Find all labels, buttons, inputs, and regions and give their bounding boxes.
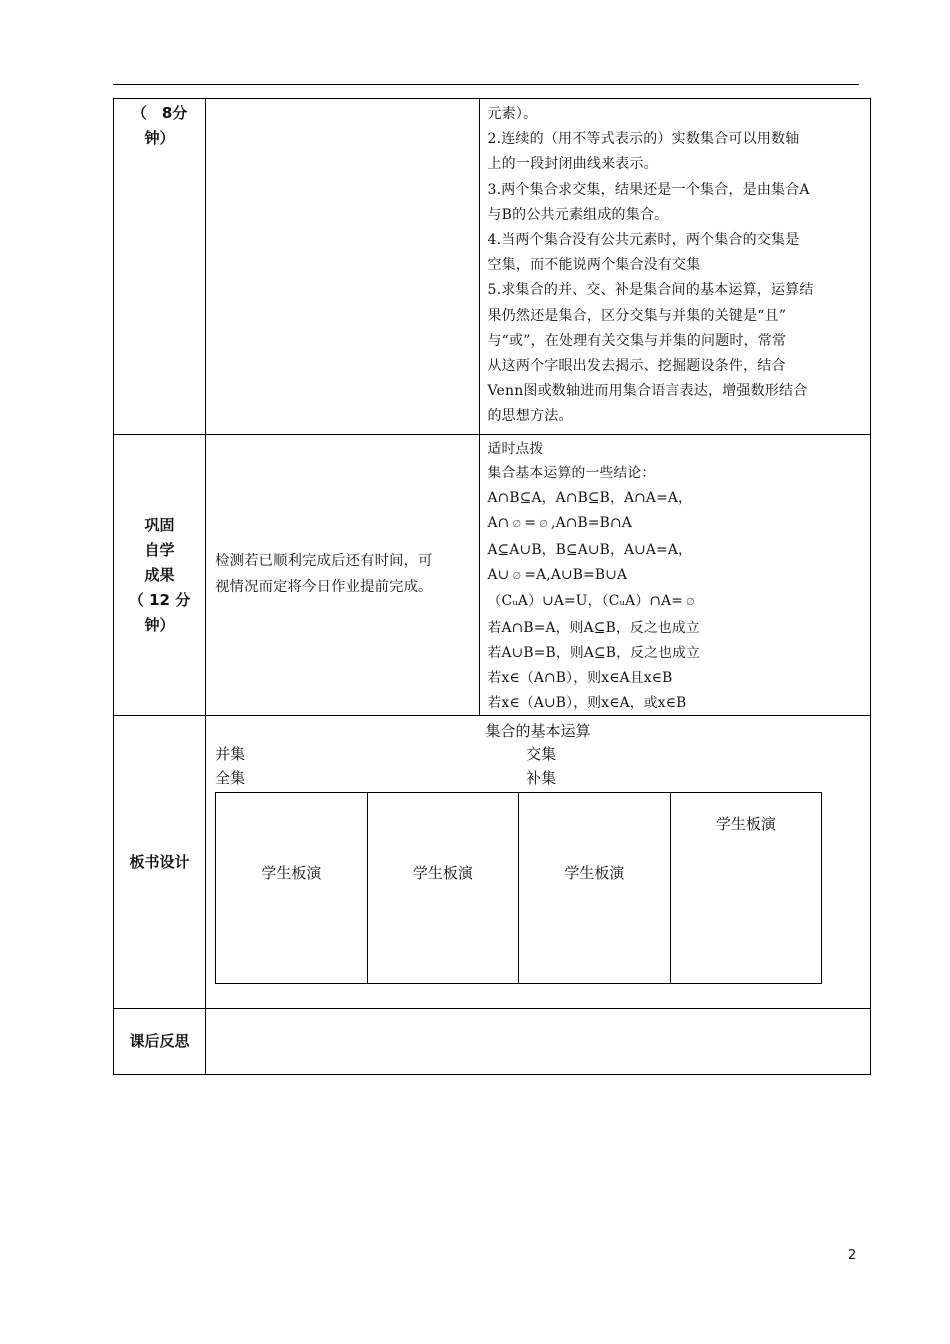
notes-line: A∩B⊆A，A∩B⊆B，A∩A=A， (487, 490, 693, 507)
board-item-intersection: 交集 (526, 745, 557, 764)
student-board-box: 学生板演 (519, 793, 671, 984)
student-board-box: 学生板演 (216, 793, 368, 984)
notes-line: A∪ ∅ =A,A∪B=B∪A (487, 566, 628, 583)
notes-line: A⊆A∪B，B⊆A∪B，A∪A=A， (487, 541, 693, 558)
student-board-box: 学生板演 (367, 793, 519, 984)
row-label-cell (114, 716, 206, 1009)
activity-cell (206, 99, 480, 435)
notes-line: 若A∪B=B，则A⊆B，反之也成立 (487, 645, 701, 662)
reflection-cell (206, 1009, 871, 1075)
table-row-time (114, 99, 871, 435)
process-line: 与B的公共元素组成的集合。 (487, 206, 669, 223)
process-line: Venn图或数轴进而用集合语言表达，增强数形结合 (487, 383, 808, 400)
process-line: 元素）。 (487, 106, 538, 122)
row-label-time: （ 8分 钟） (131, 104, 188, 147)
empty-set-symbol: ∅ (512, 519, 522, 531)
process-line: 2.连续的（用不等式表示的）实数集合可以用数轴 (487, 131, 800, 148)
label-line: 成果 (144, 565, 175, 584)
table-row-reflection (114, 1009, 871, 1075)
process-line: 从这两个字眼出发去揭示、挖掘题设条件，结合 (487, 358, 786, 375)
activity-line: 视情况而定将今日作业提前完成。 (215, 579, 433, 596)
process-line: 上的一段封闭曲线来表示。 (487, 156, 658, 173)
activity-cell (206, 434, 480, 716)
process-line: 3.两个集合求交集，结果还是一个集合，是由集合A (487, 181, 810, 198)
process-text (487, 102, 864, 430)
row-label-reflection: 课后反思 (129, 1032, 190, 1051)
notes-line: 若A∩B=A，则A⊆B，反之也成立 (487, 620, 700, 637)
process-line: 4.当两个集合没有公共元素时，两个集合的交集是 (487, 232, 800, 249)
student-board-grid (215, 792, 822, 984)
row-label-cell (114, 434, 206, 716)
row-label-cell (114, 99, 206, 435)
process-line: 5.求集合的并、交、补是集合间的基本运算，运算结 (487, 282, 814, 299)
notes-line: A∩ ∅ = ∅ ,A∩B=B∩A (487, 515, 632, 532)
activity-text (215, 548, 469, 600)
header-rule (113, 84, 859, 85)
empty-set-symbol: ∅ (686, 597, 695, 609)
process-line: 空集，而不能说两个集合没有交集 (487, 257, 701, 274)
notes-text (487, 437, 864, 716)
label-line: （ 12 分 (128, 590, 191, 609)
board-item-complement: 补集 (526, 769, 557, 788)
student-board-box: 学生板演 (670, 793, 822, 984)
page-number: 2 (848, 1248, 857, 1263)
row-label-cell (114, 1009, 206, 1075)
table-row-consolidate (114, 434, 871, 716)
notes-line: 若x∈（A∩B），则x∈A且x∈B (487, 669, 673, 686)
board-design-cell (206, 716, 871, 1009)
table-row-board (114, 716, 871, 1009)
activity-line: 检测若已顺利完成后还有时间，可 (215, 553, 433, 570)
board-item-union: 并集 (215, 745, 246, 764)
process-line: 的思想方法。 (487, 408, 573, 425)
board-item-universal: 全集 (215, 769, 246, 788)
process-line: 果仍然还是集合，区分交集与并集的关键是“且” (487, 307, 787, 324)
row-label-consolidate (114, 513, 205, 638)
process-cell (480, 99, 871, 435)
notes-cell (480, 434, 871, 716)
process-line: 与“或”，在处理有关交集与并集的问题时，常常 (487, 332, 787, 349)
notes-line: 适时点拨 (487, 440, 544, 457)
label-line: 巩固 (144, 515, 175, 534)
row-label-board: 板书设计 (129, 852, 190, 871)
notes-line: （CᵤA）∪A=U，（CᵤA）∩A= ∅ (487, 593, 695, 610)
label-line: 钟） (144, 615, 175, 634)
empty-set-symbol: ∅ (512, 570, 522, 582)
lesson-plan-table (113, 98, 871, 1075)
notes-line: 集合基本运算的一些结论： (487, 465, 656, 482)
label-line: 自学 (144, 540, 175, 559)
board-title: 集合的基本运算 (485, 722, 591, 741)
empty-set-symbol: ∅ (539, 519, 549, 531)
notes-line: 若x∈（A∪B），则x∈A，或x∈B (487, 694, 687, 711)
